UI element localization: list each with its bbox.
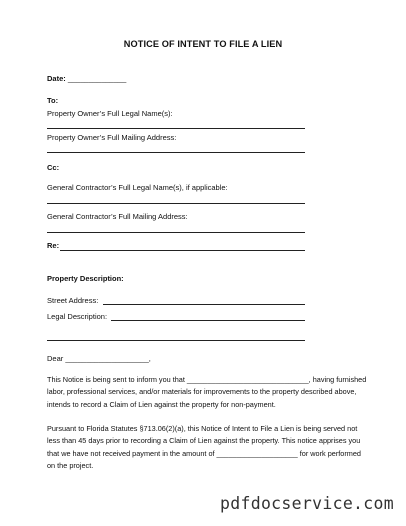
owner-name-line (47, 128, 305, 129)
street-address-line (103, 304, 305, 305)
gc-address-label: General Contractor’s Full Mailing Address: (47, 212, 188, 221)
document-title: NOTICE OF INTENT TO FILE A LIEN (123, 39, 283, 49)
date-line (47, 74, 126, 84)
dear-blank: ____________________, (65, 354, 151, 363)
date-blank: ______________ (67, 74, 127, 83)
paragraph-notice: This Notice is being sent to inform you that ______________________________, having furnished labor, professional services, and/or materials for improvements to the property described above, intends to record a Claim of Lien against the property for non-payment. (47, 375, 367, 409)
owner-address-label: Property Owner’s Full Mailing Address: (47, 133, 177, 142)
re-line (60, 250, 305, 251)
gc-name-label: General Contractor’s Full Legal Name(s), if applicable: (47, 183, 228, 192)
gc-address-line (47, 232, 305, 233)
legal-description-line-2 (47, 340, 305, 341)
legal-description-line (111, 320, 305, 321)
legal-description-label: Legal Description: (47, 312, 108, 321)
street-address-label: Street Address: (47, 296, 99, 305)
dear-label: Dear (47, 354, 66, 363)
cc-label: Cc: (47, 163, 60, 172)
salutation (47, 354, 151, 364)
to-label: To: (47, 96, 59, 105)
gc-name-line (47, 203, 305, 204)
property-description-label: Property Description: (47, 274, 124, 283)
date-label: Date: (47, 74, 68, 83)
owner-name-label: Property Owner’s Full Legal Name(s): (47, 109, 173, 118)
owner-address-line (47, 152, 305, 153)
paragraph-statute: Pursuant to Florida Statutes §713.06(2)(a), this Notice of Intent to File a Lien is being served not less than 45 days prior to recording a Claim of Lien against the property. This notice apprises you that we have not received payment in the amount of ____________________ for work performed on the project. (47, 424, 361, 471)
watermark: pdfdocservice.com (220, 494, 394, 513)
re-label: Re: (47, 241, 60, 250)
